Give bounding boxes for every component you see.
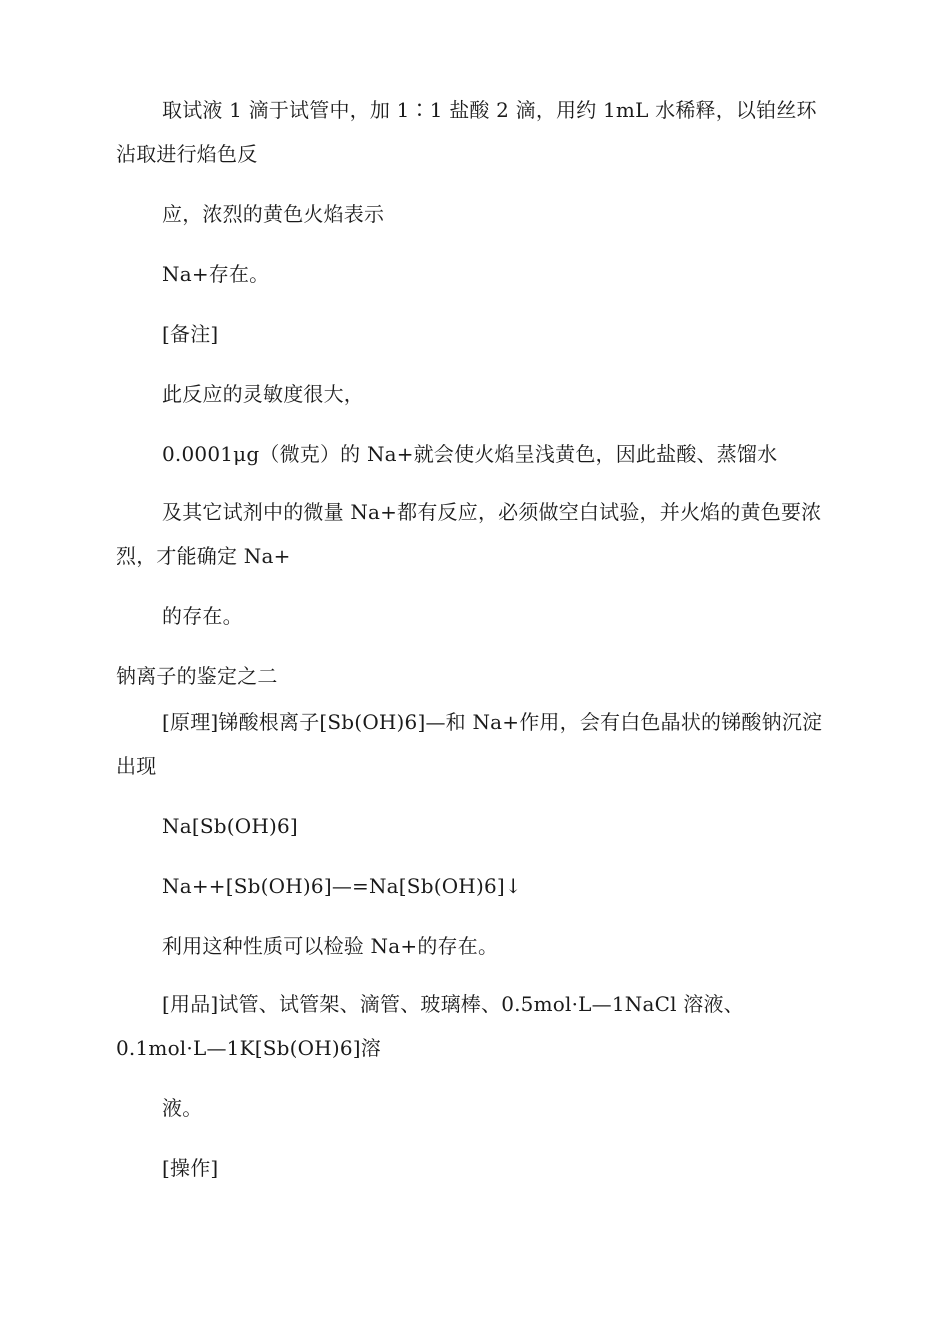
section-heading-sodium-identification-2: 钠离子的鉴定之二: [116, 664, 278, 688]
paragraph-remark-label: [备注]: [162, 322, 219, 346]
paragraph-blank-test: 及其它试剂中的微量 Na+都有反应，必须做空白试验，并火焰的黄色要浓烈，才能确定 Na+: [116, 500, 822, 568]
paragraph-principle: [原理]锑酸根离子[Sb(OH)6]—和 Na+作用，会有白色晶状的锑酸钠沉淀出现: [116, 710, 823, 778]
reaction-equation: Na++[Sb(OH)6]—=Na[Sb(OH)6]↓: [162, 874, 522, 898]
paragraph-flame-test-procedure: 取试液 1 滴于试管中，加 1∶1 盐酸 2 滴，用约 1mL 水稀释，以铂丝环沾取进行焰色反: [116, 98, 817, 166]
paragraph-operation-label: [操作]: [162, 1156, 219, 1180]
paragraph-detection-use: 利用这种性质可以检验 Na+的存在。: [162, 934, 499, 958]
paragraph-materials: [用品]试管、试管架、滴管、玻璃棒、0.5mol·L—1NaCl 溶液、0.1mol·L—1K[Sb(OH)6]溶: [116, 992, 744, 1060]
paragraph-solution-end: 液。: [162, 1096, 203, 1120]
paragraph-microgram: 0.0001μg（微克）的 Na+就会使火焰呈浅黄色，因此盐酸、蒸馏水: [162, 442, 778, 466]
formula-sodium-antimonate: Na[Sb(OH)6]: [162, 814, 298, 838]
paragraph-na-present: Na+存在。: [162, 262, 270, 286]
paragraph-existence: 的存在。: [162, 604, 243, 628]
paragraph-yellow-flame: 应，浓烈的黄色火焰表示: [162, 202, 385, 226]
paragraph-sensitivity: 此反应的灵敏度很大，: [162, 382, 364, 406]
